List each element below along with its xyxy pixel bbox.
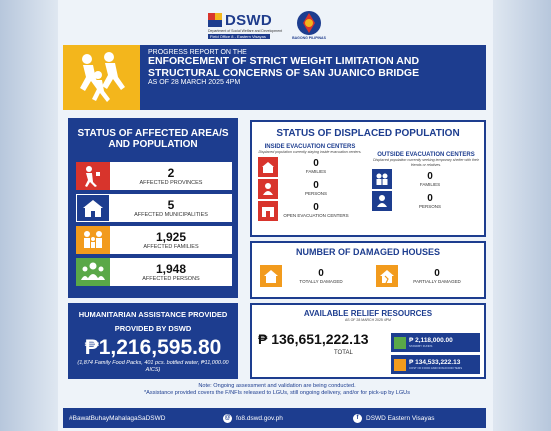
report-header <box>63 45 486 110</box>
partially-damaged-house-icon <box>376 265 398 287</box>
field-office-label: Field Office 8 - Eastern Visayas <box>208 34 270 39</box>
header-title: ENFORCEMENT OF STRICT WEIGHT LIMITATION AND STRUCTURAL CONCERNS OF SAN JUANICO BRIDGE <box>148 55 420 79</box>
footer-hashtag: #BawatBuhayMahalagaSaDSWD <box>69 414 166 422</box>
totally-damaged-house-icon <box>260 265 282 287</box>
standby-funds-amount: ₱ 2,118,000.00 <box>409 337 453 344</box>
open-evac-centers-label: OPEN EVACUATION CENTERS <box>283 213 349 218</box>
blurred-background-right <box>493 0 551 431</box>
affected-families-value: 1,925 <box>155 229 187 244</box>
outside-evacuation-column <box>372 152 480 211</box>
outside-families-value: 0 <box>427 170 433 182</box>
dswd-logo <box>208 12 282 39</box>
affected-municipalities-value: 5 <box>167 197 175 212</box>
footnote-line-2: *Assistance provided covers the F/NFIs released to LGUs, still ongoing delivery, and/or for pick-up by LGUs <box>143 390 411 396</box>
humanitarian-detail: (1,874 Family Food Packs, 401 pcs. bottled water, ₱11,000.00 AICS) <box>77 360 229 373</box>
humanitarian-amount: ₱1,216,595.80 <box>84 336 222 359</box>
damaged-houses-card <box>250 241 486 299</box>
standby-funds-icon <box>394 337 406 349</box>
outside-evacuation-heading: OUTSIDE EVACUATION CENTERS <box>377 152 475 158</box>
municipalities-icon <box>76 194 110 222</box>
standby-funds-box <box>391 333 480 352</box>
affected-municipalities-row <box>76 194 232 222</box>
outside-persons-icon <box>372 191 392 211</box>
relief-total-label: TOTAL <box>334 350 353 356</box>
affected-areas-title: STATUS OF AFFECTED AREA/S AND POPULATION <box>77 128 229 150</box>
standby-funds-label: STANDBY FUNDS <box>409 344 433 348</box>
footer-website[interactable]: fo8.dswd.gov.ph <box>236 414 283 422</box>
evac-persons-icon <box>258 179 278 199</box>
blurred-background-left <box>0 0 58 431</box>
affected-persons-label: AFFECTED PERSONS <box>142 275 200 282</box>
stockpile-icon <box>394 359 406 371</box>
totally-damaged-value: 0 <box>318 267 324 279</box>
affected-persons-value: 1,948 <box>155 261 187 276</box>
totally-damaged-label: TOTALLY DAMAGED <box>299 278 343 284</box>
dswd-subtitle: Department of Social Welfare and Development <box>208 28 283 33</box>
displaced-population-card <box>250 120 486 237</box>
humanitarian-subtitle: PROVIDED BY DSWD <box>114 324 192 333</box>
evac-center-icon <box>258 201 278 221</box>
outside-families-item <box>372 169 480 189</box>
affected-families-row <box>76 226 232 254</box>
relief-resources-card <box>250 303 486 379</box>
persons-icon <box>76 258 110 286</box>
logo-bar <box>208 8 326 42</box>
partially-damaged-value: 0 <box>434 267 440 279</box>
totally-damaged-item <box>260 265 356 287</box>
header-date: AS OF 28 MARCH 2025 4PM <box>148 79 241 86</box>
affected-provinces-label: AFFECTED PROVINCES <box>139 179 203 186</box>
open-evac-centers-value: 0 <box>313 202 319 213</box>
damaged-houses-title: NUMBER OF DAMAGED HOUSES <box>295 247 440 257</box>
evac-families-icon <box>258 157 278 177</box>
humanitarian-assistance-card <box>68 303 238 379</box>
inside-families-value: 0 <box>313 158 319 169</box>
affected-areas-card <box>68 118 238 298</box>
footer-facebook[interactable]: DSWD Eastern Visayas <box>366 414 435 422</box>
outside-persons-label: PERSONS <box>418 203 441 209</box>
stockpile-amount: ₱ 134,533,222.13 <box>409 359 461 366</box>
running-people-icon <box>63 45 140 110</box>
affected-provinces-value: 2 <box>167 165 175 180</box>
inside-evacuation-heading: INSIDE EVACUATION CENTERS <box>264 144 356 150</box>
footnote <box>68 383 486 397</box>
footer-bar <box>63 408 486 428</box>
inside-evacuation-note: Displaced population currently staying inside evacuation centers. <box>258 150 362 154</box>
inside-persons-label: PERSONS <box>304 191 327 196</box>
families-icon <box>76 226 110 254</box>
partially-damaged-item <box>376 265 472 287</box>
inside-families-label: FAMILIES <box>305 169 327 174</box>
displaced-title: STATUS OF DISPLACED POPULATION <box>276 128 460 139</box>
outside-evacuation-note: Displaced population currently seeking temporary shelter with their friends or relatives. <box>373 158 479 167</box>
footnote-line-1: Note: Ongoing assessment and validation are being conducted. <box>198 383 356 389</box>
dswd-mark-icon <box>208 13 222 27</box>
humanitarian-title: HUMANITARIAN ASSISTANCE PROVIDED <box>78 310 228 319</box>
web-icon: @ <box>224 414 231 421</box>
header-pretitle: PROGRESS REPORT ON THE <box>148 49 247 56</box>
provinces-icon <box>76 162 110 190</box>
relief-title: AVAILABLE RELIEF RESOURCES <box>303 309 433 318</box>
affected-families-label: AFFECTED FAMILIES <box>143 243 199 250</box>
stockpile-box <box>391 355 480 374</box>
relief-total-amount: ₱ 136,651,222.13 <box>258 331 369 347</box>
inside-persons-value: 0 <box>313 180 319 191</box>
stockpile-label: COST OF FOOD AND NON-FOOD ITEMS <box>409 366 463 370</box>
outside-families-icon <box>372 169 392 189</box>
affected-persons-row <box>76 258 232 286</box>
outside-families-label: FAMILIES <box>419 181 441 187</box>
dswd-wordmark: DSWD <box>225 11 273 29</box>
bagong-pilipinas-logo <box>292 10 326 40</box>
outside-persons-item <box>372 191 480 211</box>
inside-persons-item <box>258 179 362 199</box>
facebook-icon: f <box>353 414 362 423</box>
partially-damaged-label: PARTIALLY DAMAGED <box>413 278 461 284</box>
bagong-pilipinas-emblem-icon <box>295 10 323 36</box>
affected-provinces-row <box>76 162 232 190</box>
inside-evacuation-column <box>258 144 362 221</box>
affected-municipalities-label: AFFECTED MUNICIPALITIES <box>134 211 208 218</box>
bagong-pilipinas-text: BAGONG PILIPINAS <box>292 36 326 40</box>
open-evac-centers-item <box>258 201 362 221</box>
relief-as-of: AS OF 28 MARCH 2025 4PM <box>344 318 392 322</box>
outside-persons-value: 0 <box>427 192 433 204</box>
inside-families-item <box>258 157 362 177</box>
infographic-poster <box>58 0 493 431</box>
